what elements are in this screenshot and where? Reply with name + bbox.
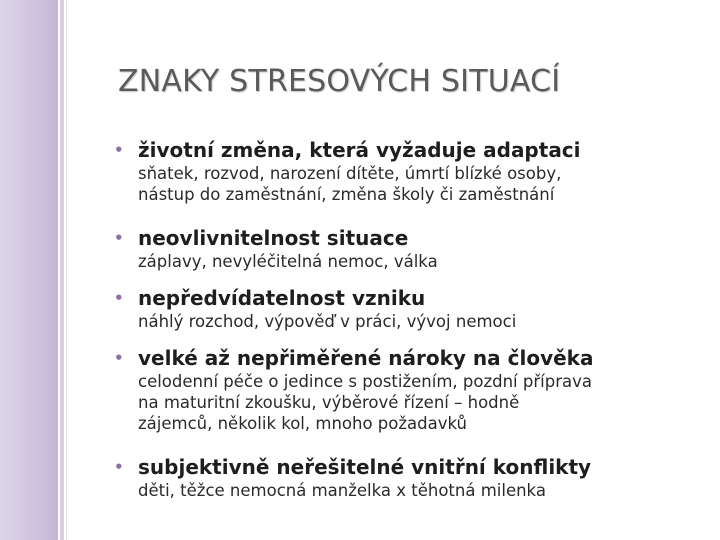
list-item-heading	[112, 285, 702, 311]
bullet-icon: •	[114, 229, 124, 247]
list-item-heading	[112, 345, 702, 371]
list-item-detail	[112, 251, 702, 272]
list-item	[112, 137, 702, 205]
detail-line: zájemců, několik kol, mnoho požadavků	[138, 414, 467, 433]
list-item	[112, 345, 702, 434]
detail-line: celodenní péče o jedince s postižením, pozdní příprava	[138, 372, 592, 391]
bullet-icon: •	[114, 141, 124, 159]
list-item-heading	[112, 225, 702, 251]
list-item-detail	[112, 371, 702, 434]
list-item-heading	[112, 137, 702, 163]
detail-line: děti, těžce nemocná manželka x těhotná milenka	[138, 481, 546, 500]
decorative-band-line-thin	[66, 0, 67, 540]
list-item-detail	[112, 163, 702, 205]
detail-line: sňatek, rozvod, narození dítěte, úmrtí blízké osoby,	[138, 164, 562, 183]
heading-text: nepředvídatelnost vzniku	[138, 286, 426, 310]
detail-line: záplavy, nevyléčitelná nemoc, válka	[138, 252, 438, 271]
decorative-side-band	[0, 0, 58, 540]
detail-line: náhlý rozchod, výpověď v práci, vývoj nemoci	[138, 312, 517, 331]
heading-text: velké až nepřiměřené nároky na člověka	[138, 346, 594, 370]
list-item-heading	[112, 454, 702, 480]
detail-line: na maturitní zkoušku, výběrové řízení – hodně	[138, 393, 520, 412]
list-item	[112, 454, 702, 501]
decorative-band-line	[60, 0, 64, 540]
bullet-icon: •	[114, 349, 124, 367]
list-item	[112, 285, 702, 332]
heading-text: subjektivně neřešitelné vnitřní konflikty	[138, 455, 592, 479]
list-item-detail	[112, 480, 702, 501]
heading-text: životní změna, která vyžaduje adaptaci	[138, 138, 581, 162]
detail-line: nástup do zaměstnání, změna školy či zaměstnání	[138, 185, 555, 204]
list-item	[112, 225, 702, 272]
bullet-icon: •	[114, 458, 124, 476]
bullet-icon: •	[114, 289, 124, 307]
list-item-detail	[112, 311, 702, 332]
heading-text: neovlivnitelnost situace	[138, 226, 409, 250]
slide-title: ZNAKY STRESOVÝCH SITUACÍ	[118, 64, 561, 99]
